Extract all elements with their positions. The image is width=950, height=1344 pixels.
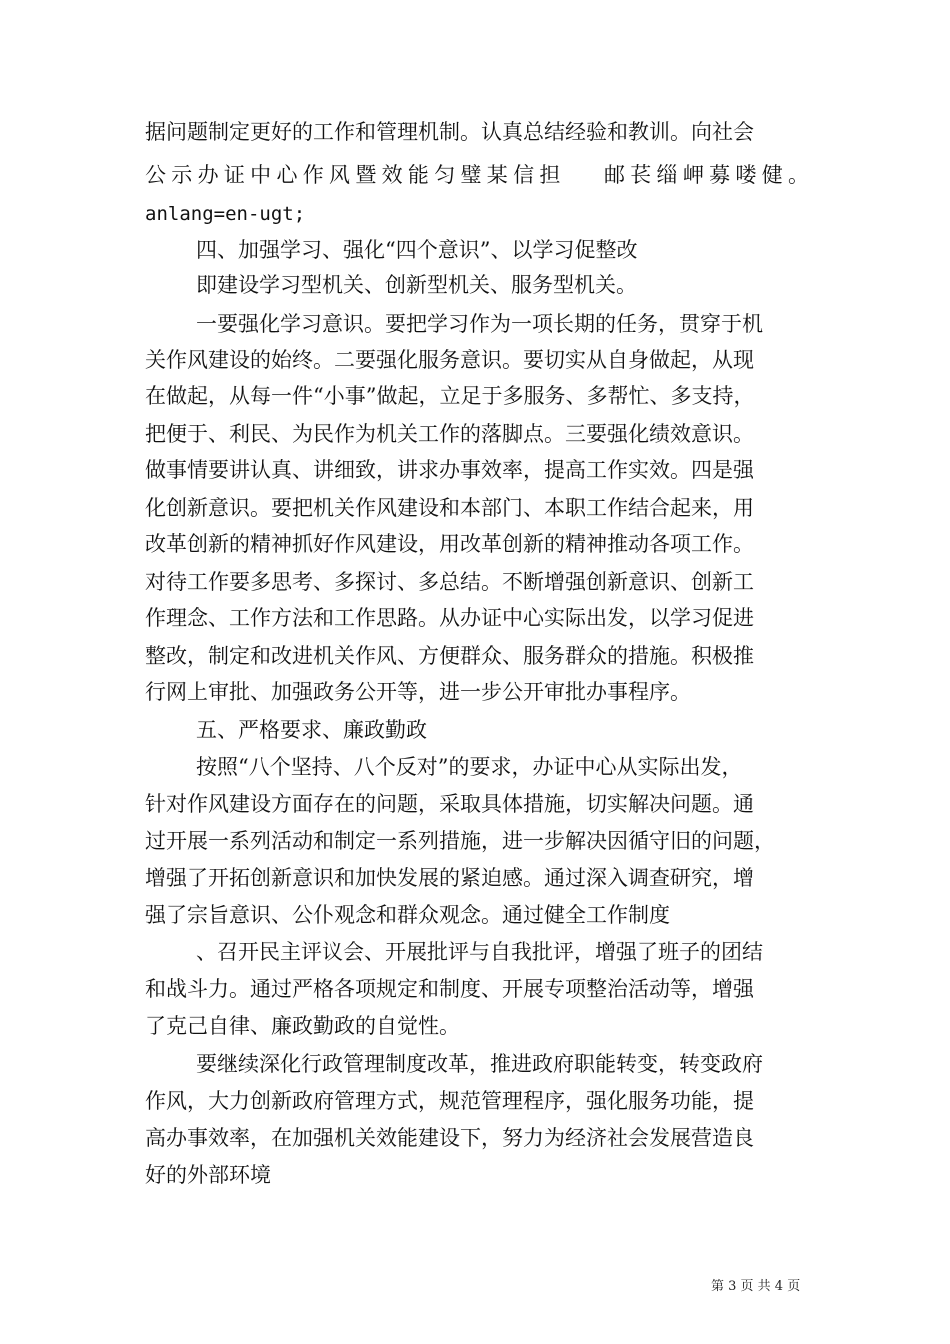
- text-line: 据问题制定更好的工作和管理机制。认真总结经验和教训。向社会: [145, 120, 754, 144]
- text-line: 化创新意识。要把机关作风建设和本部门、本职工作结合起来，用: [145, 496, 754, 520]
- paragraph-start: 、召开民主评议会、开展批评与自我批评，增强了班子的团结: [196, 940, 763, 964]
- page-number: 第 3 页 共 4 页: [711, 1279, 801, 1294]
- paragraph-start: 要继续深化行政管理制度改革，推进政府职能转变，转变政府: [196, 1052, 763, 1076]
- section-heading: 四、加强学习、强化“四个意识”、以学习促整改: [196, 238, 638, 262]
- text-line: 把便于、利民、为民作为机关工作的落脚点。三要强化绩效意识。: [145, 422, 754, 446]
- text-line: 好的外部环境: [145, 1163, 271, 1187]
- text-line: 改革创新的精神抓好作风建设，用改革创新的精神推动各项工作。: [145, 532, 754, 556]
- text-line: 作风，大力创新政府管理方式，规范管理程序，强化服务功能，提: [145, 1089, 754, 1113]
- text-line: 作理念、工作方法和工作思路。从办证中心实际出发，以学习促进: [145, 606, 754, 630]
- text-line: 整改，制定和改进机关作风、方便群众、服务群众的措施。积极推: [145, 644, 754, 668]
- text-line: 关作风建设的始终。二要强化服务意识。要切实从自身做起，从现: [145, 348, 754, 372]
- text-line: 高办事效率，在加强机关效能建设下，努力为经济社会发展营造良: [145, 1126, 754, 1150]
- text-line: 对待工作要多思考、多探讨、多总结。不断增强创新意识、创新工: [145, 570, 754, 594]
- text-line: 过开展一系列活动和制定一系列措施，进一步解决因循守旧的问题，: [145, 829, 775, 853]
- text-line: 行网上审批、加强政务公开等，进一步公开审批办事程序。: [145, 680, 691, 704]
- text-line: 公示办证中心作风暨效能匀璧某信担 邮苌缁岬募喽健。: [145, 163, 809, 187]
- text-line: 做事情要讲认真、讲细致，讲求办事效率，提高工作实效。四是强: [145, 458, 754, 482]
- text-line: anlang=en-ugt;: [145, 203, 306, 225]
- text-line: 在做起，从每一件“小事”做起，立足于多服务、多帮忙、多支持，: [145, 384, 755, 408]
- text-line: 和战斗力。通过严格各项规定和制度、开展专项整治活动等，增强: [145, 977, 754, 1001]
- text-line: 了克己自律、廉政勤政的自觉性。: [145, 1014, 460, 1038]
- text-line: 即建设学习型机关、创新型机关、服务型机关。: [196, 273, 637, 297]
- paragraph-start: 一要强化学习意识。要把学习作为一项长期的任务，贯穿于机: [196, 312, 763, 336]
- text-line: 针对作风建设方面存在的问题，采取具体措施，切实解决问题。通: [145, 792, 754, 816]
- section-heading: 五、严格要求、廉政勤政: [196, 718, 427, 742]
- text-line: 增强了开拓创新意识和加快发展的紧迫感。通过深入调查研究，增: [145, 866, 754, 890]
- paragraph-start: 按照“八个坚持、八个反对”的要求，办证中心从实际出发，: [196, 755, 743, 779]
- text-line: 强了宗旨意识、公仆观念和群众观念。通过健全工作制度: [145, 903, 670, 927]
